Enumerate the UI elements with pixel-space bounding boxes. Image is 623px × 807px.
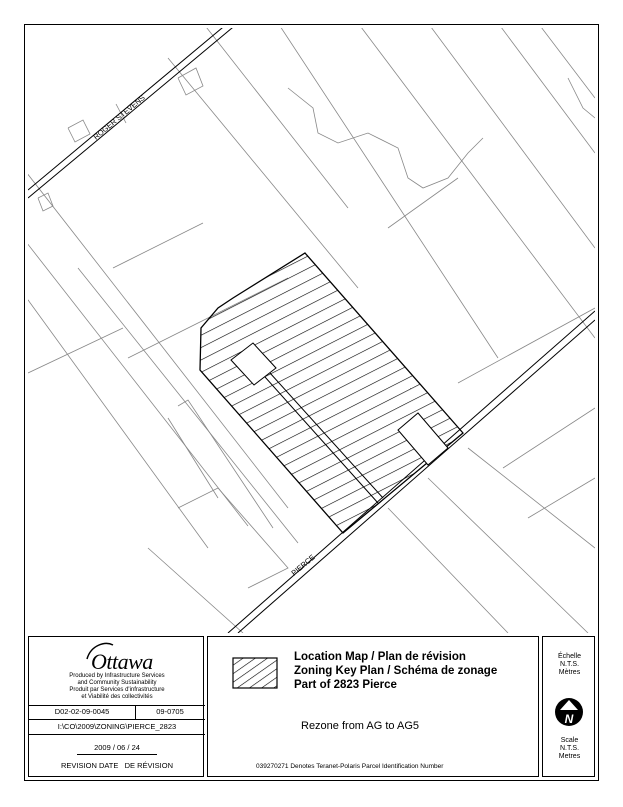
scale-panel [542,636,595,777]
produced-fr-2: et Viabilité des collectivités [81,694,153,700]
file-path: I:\CO\2009\ZONING\PIERCE_2823 [57,722,177,731]
north-arrow-icon [554,697,584,727]
rezone-parcel [200,253,463,533]
date-underline [77,754,157,755]
title-panel [207,636,539,777]
logo-panel [28,636,204,777]
title-line-3: Part of 2823 Pierce [294,679,397,691]
divider [29,705,205,706]
map-number: 09-0705 [156,707,184,716]
revision-date: 2009 / 06 / 24 [94,743,140,752]
roger-stevens-road [28,28,238,198]
location-map [28,28,595,633]
pierce-label: PIERCE [289,552,317,578]
scale-fr-units: Mètres [558,669,581,676]
title-block [28,636,595,777]
rezone-text: Rezone from AG to AG5 [301,720,420,732]
revision-date-label: REVISION DATE DE RÉVISION [61,761,173,770]
scale-fr-nts: N.T.S. [559,661,580,668]
map-canvas [28,28,595,633]
north-letter: N [564,712,574,726]
scale-fr-label: Échelle [558,653,581,660]
hatch-legend-swatch [232,657,278,689]
title-line-2: Zoning Key Plan / Schéma de zonage [294,665,498,677]
divider [29,734,205,735]
file-number: D02-02-09-0045 [54,707,110,716]
title-line-1: Location Map / Plan de révision [294,651,466,663]
roger-stevens-label: ROGER STEVENS [91,93,147,142]
produced-fr-1: Produit par Services d'infrastructure [69,687,165,693]
scale-en-nts: N.T.S. [559,745,580,752]
scale-en-label: Scale [560,737,579,744]
divider [29,719,205,720]
produced-en-2: and Community Sustainability [77,680,157,686]
pin-footnote: 039270271 Denotes Teranet-Polaris Parcel Identification Number [256,763,444,770]
produced-en-1: Produced by Infrastructure Services [69,673,165,679]
ottawa-logo-text: Ottawa [91,649,153,674]
scale-en-units: Metres [558,753,581,760]
